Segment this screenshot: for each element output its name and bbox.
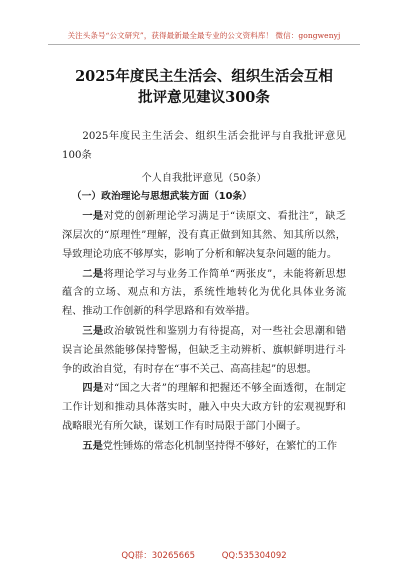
list-item	[62, 207, 346, 264]
title-line-2: 批评意见建议300条	[138, 89, 270, 106]
promo-header: 关注头条号“公文研究”，获得最新最全最专业的公文资料库！ 微信：gongwenyj	[67, 31, 341, 40]
item-text: 党性锤炼的常态化机制坚持得不够好，在繁忙的工作	[102, 440, 338, 452]
list-item	[62, 379, 346, 436]
intro-paragraph: 2025年度民主生活会、组织生活会批评与自我批评意见100条	[62, 131, 346, 161]
document-title	[40, 66, 368, 108]
item-lead: 四是	[82, 382, 104, 395]
section-heading: （一）政治理论与思想武装方面（10条）	[71, 191, 252, 203]
item-text: 政治敏锐性和鉴别力有待提高，对一些社会思潮和错误言论虽然能够保持警惕，但缺乏主动辨析、旗帜鲜明进行斗争的政治自觉，有时存在“事不关己、高高挂起”的思想。	[62, 325, 347, 375]
list-item	[62, 437, 346, 457]
qq-contact: QQ:535304092	[221, 551, 287, 561]
document-body	[62, 128, 346, 457]
item-text: 将理论学习与业务工作简单“两张皮”，未能将新思想蕴含的立场、观点和方法，系统性地转化为优化具体业务流程、推动工作创新的科学思路和有效举措。	[62, 268, 347, 318]
qq-group: QQ群：30265665	[121, 551, 196, 561]
item-lead: 三是	[82, 324, 104, 337]
item-lead: 二是	[82, 267, 104, 280]
item-text: 对党的创新理论学习满足于“读原文、看批注”，缺乏深层次的“原理性”理解，没有真正做到知其然、知其所以然，导致理论功底不够厚实，影响了分析和解决复杂问题的能力。	[62, 211, 347, 260]
item-lead: 一是	[82, 210, 104, 223]
header-divider	[48, 44, 360, 45]
contact-footer	[0, 549, 408, 561]
subtitle: 个人自我批评意见（50条）	[141, 172, 267, 184]
list-item	[62, 265, 346, 322]
title-line-1: 2025年度民主生活会、组织生活会互相	[75, 68, 333, 85]
list-item	[62, 322, 346, 379]
item-text: 对“国之大者”的理解和把握还不够全面透彻，在制定工作计划和推动具体落实时，融入中央大政方针的宏观视野和战略眼光有所欠缺，谋划工作有时局限于部门小圈子。	[62, 383, 347, 432]
item-lead: 五是	[82, 439, 103, 452]
